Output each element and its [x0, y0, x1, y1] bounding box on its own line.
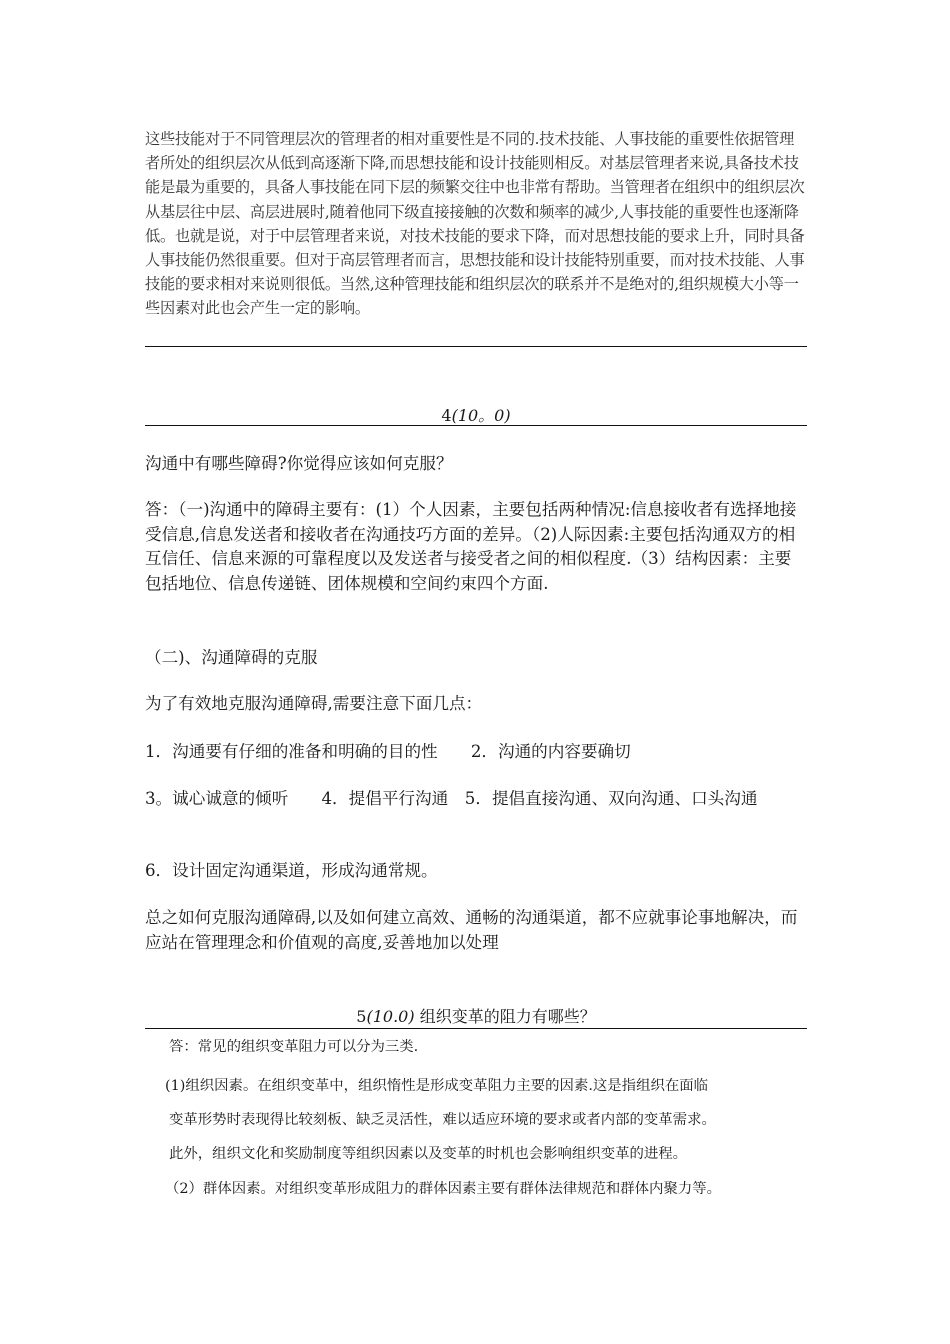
divider-rule [145, 425, 807, 426]
answer-line: （2）群体因素。对组织变革形成阻力的群体因素主要有群体法律规范和群体内聚力等。 [165, 1181, 722, 1197]
question-number: 4 [441, 406, 452, 425]
answer-paragraph: 答：（一)沟通中的障碍主要有：(1）个人因素，主要包括两种情况:信息接收者有选择地接受信息,信息发送者和接收者在沟通技巧方面的差异。（2)人际因素:主要包括沟通双方的相互信任、信息来源的可靠程度以及发送者与接受者之间的相似程度.（3）结构因素：主要包括地位、信息传递链、团体规模和空间约束四个方面. [145, 500, 797, 593]
points-line-2: 3。诚心诚意的倾听 4．提倡平行沟通 5．提倡直接沟通、双向沟通、口头沟通 [145, 789, 758, 808]
question-4-heading [145, 403, 807, 426]
points-line-3: 6．设计固定沟通渠道，形成沟通常规。 [145, 861, 438, 880]
divider-rule [145, 346, 807, 347]
question-score: (10.0) [366, 1007, 415, 1026]
answer-line: 答：常见的组织变革阻力可以分为三类. [169, 1039, 419, 1055]
answer-intro: 为了有效地克服沟通障碍,需要注意下面几点： [145, 694, 483, 713]
answer-line: 此外，组织文化和奖励制度等组织因素以及变革的时机也会影响组织变革的进程。 [169, 1146, 688, 1162]
points-line-1: 1．沟通要有仔细的准备和明确的目的性 2．沟通的内容要确切 [145, 742, 631, 761]
question-4-text: 沟通中有哪些障碍?你觉得应该如何克服？ [145, 454, 453, 473]
answer-line: 变革形势时表现得比较刻板、缺乏灵活性，难以适应环境的要求或者内部的变革需求。 [169, 1112, 716, 1128]
divider-rule [145, 1028, 807, 1029]
question-5-heading [145, 1004, 807, 1027]
question-number: 5 [356, 1007, 367, 1026]
question-title: 组织变革的阻力有哪些？ [419, 1007, 596, 1026]
answer-line: (1)组织因素。在组织变革中，组织惰性是形成变革阻力主要的因素.这是指组织在面临 [165, 1078, 709, 1094]
skills-paragraph: 这些技能对于不同管理层次的管理者的相对重要性是不同的.技术技能、人事技能的重要性依据管理者所处的组织层次从低到高逐渐下降,而思想技能和设计技能则相反。对基层管理者来说,具备技术技能是最为重要的，具备人事技能在同下层的频繁交往中也非常有帮助。当管理者在组织中的组织层次从基层往中层、高层进展时,随着他同下级直接接触的次数和频率的减少,人事技能的重要性也逐渐降低。也就是说，对于中层管理者来说，对技术技能的要求下降，而对思想技能的要求上升，同时具备人事技能仍然很重要。但对于高层管理者而言，思想技能和设计技能特别重要，而对技术技能、人事技能的要求相对来说则很低。当然,这种管理技能和组织层次的联系并不是绝对的,组织规模大小等一些因素对此也会产生一定的影响。 [145, 130, 805, 318]
question-score: (10。0) [451, 406, 511, 425]
conclusion-paragraph: 总之如何克服沟通障碍,以及如何建立高效、通畅的沟通渠道，都不应就事论事地解决，而应站在管理理念和价值观的高度,妥善地加以处理 [145, 908, 798, 952]
answer-subheading: （二)、沟通障碍的克服 [145, 648, 318, 667]
